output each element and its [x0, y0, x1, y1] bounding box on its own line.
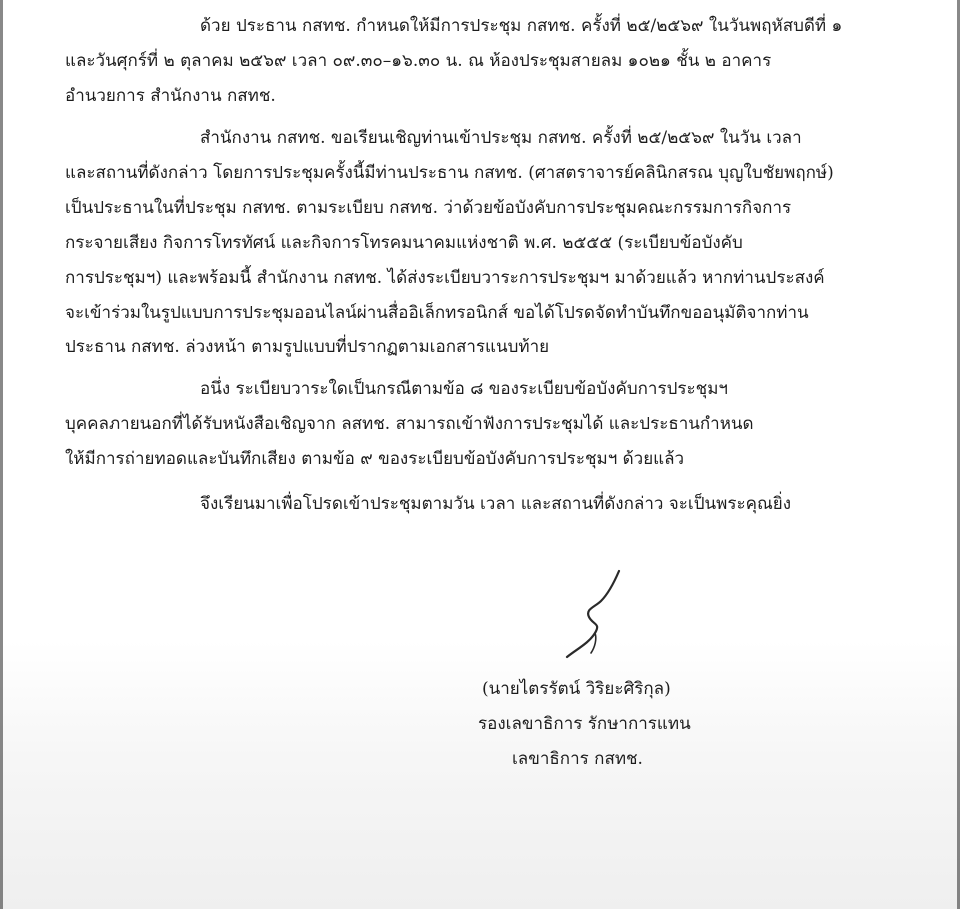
paragraph2-line3: เป็นประธานในที่ประชุม กสทช. ตามระเบียบ กสทช. ว่าด้วยข้อบังคับการประชุมคณะกรรมการกิจการ [65, 198, 792, 218]
signatory-name: (นายไตรรัตน์ วิริยะศิริกุล) [482, 679, 671, 699]
paragraph2-line2: และสถานที่ดังกล่าว โดยการประชุมครั้งนี้มีท่านประธาน กสทช. (ศาสตราจารย์คลินิกสรณ บุญใบชัยพฤกษ์) [65, 163, 834, 183]
closing-line: จึงเรียนมาเพื่อโปรดเข้าประชุมตามวัน เวลา และสถานที่ดังกล่าว จะเป็นพระคุณยิ่ง [200, 494, 791, 514]
handwritten-signature [555, 565, 635, 665]
paragraph2-line4: กระจายเสียง กิจการโทรทัศน์ และกิจการโทรคมนาคมแห่งชาติ พ.ศ. ๒๕๕๕ (ระเบียบข้อบังคับ [65, 233, 743, 253]
signatory-position: รองเลขาธิการ รักษาการแทน [478, 714, 691, 734]
paragraph2-line1: สำนักงาน กสทช. ขอเรียนเชิญท่านเข้าประชุม กสทช. ครั้งที่ ๒๕/๒๕๖๙ ในวัน เวลา [200, 128, 802, 148]
signatory-title: เลขาธิการ กสทช. [512, 749, 643, 769]
paragraph3-line3: ให้มีการถ่ายทอดและบันทึกเสียง ตามข้อ ๙ ของระเบียบข้อบังคับการประชุมฯ ด้วยแล้ว [65, 449, 685, 469]
paragraph1-line1: ด้วย ประธาน กสทช. กำหนดให้มีการประชุม กสทช. ครั้งที่ ๒๕/๒๕๖๙ ในวันพฤหัสบดีที่ ๑ [200, 16, 843, 36]
paragraph2-line5: การประชุมฯ) และพร้อมนี้ สำนักงาน กสทช. ได้ส่งระเบียบวาระการประชุมฯ มาด้วยแล้ว หากท่านประสงค์ [65, 268, 825, 288]
page-edge-left [0, 0, 3, 909]
paragraph3-line2: บุคคลภายนอกที่ได้รับหนังสือเชิญจาก ลสทช. สามารถเข้าฟังการประชุมได้ และประธานกำหนด [65, 414, 754, 434]
paragraph3-line1: อนึ่ง ระเบียบวาระใดเป็นกรณีตามข้อ ๘ ของระเบียบข้อบังคับการประชุมฯ [200, 379, 728, 399]
paragraph2-line7: ประธาน กสทช. ล่วงหน้า ตามรูปแบบที่ปรากฏตามเอกสารแนบท้าย [65, 337, 550, 357]
paragraph1-line2: และวันศุกร์ที่ ๒ ตุลาคม ๒๕๖๙ เวลา ๐๙.๓๐–๑๖.๓๐ น. ณ ห้องประชุมสายลม ๑๐๒๑ ชั้น ๒ อาคาร [65, 51, 772, 71]
paragraph2-line6: จะเข้าร่วมในรูปแบบการประชุมออนไลน์ผ่านสื่ออิเล็กทรอนิกส์ ขอได้โปรดจัดทำบันทึกขออนุมัติจากท่าน [65, 303, 809, 323]
paragraph1-line3: อำนวยการ สำนักงาน กสทช. [65, 86, 276, 106]
